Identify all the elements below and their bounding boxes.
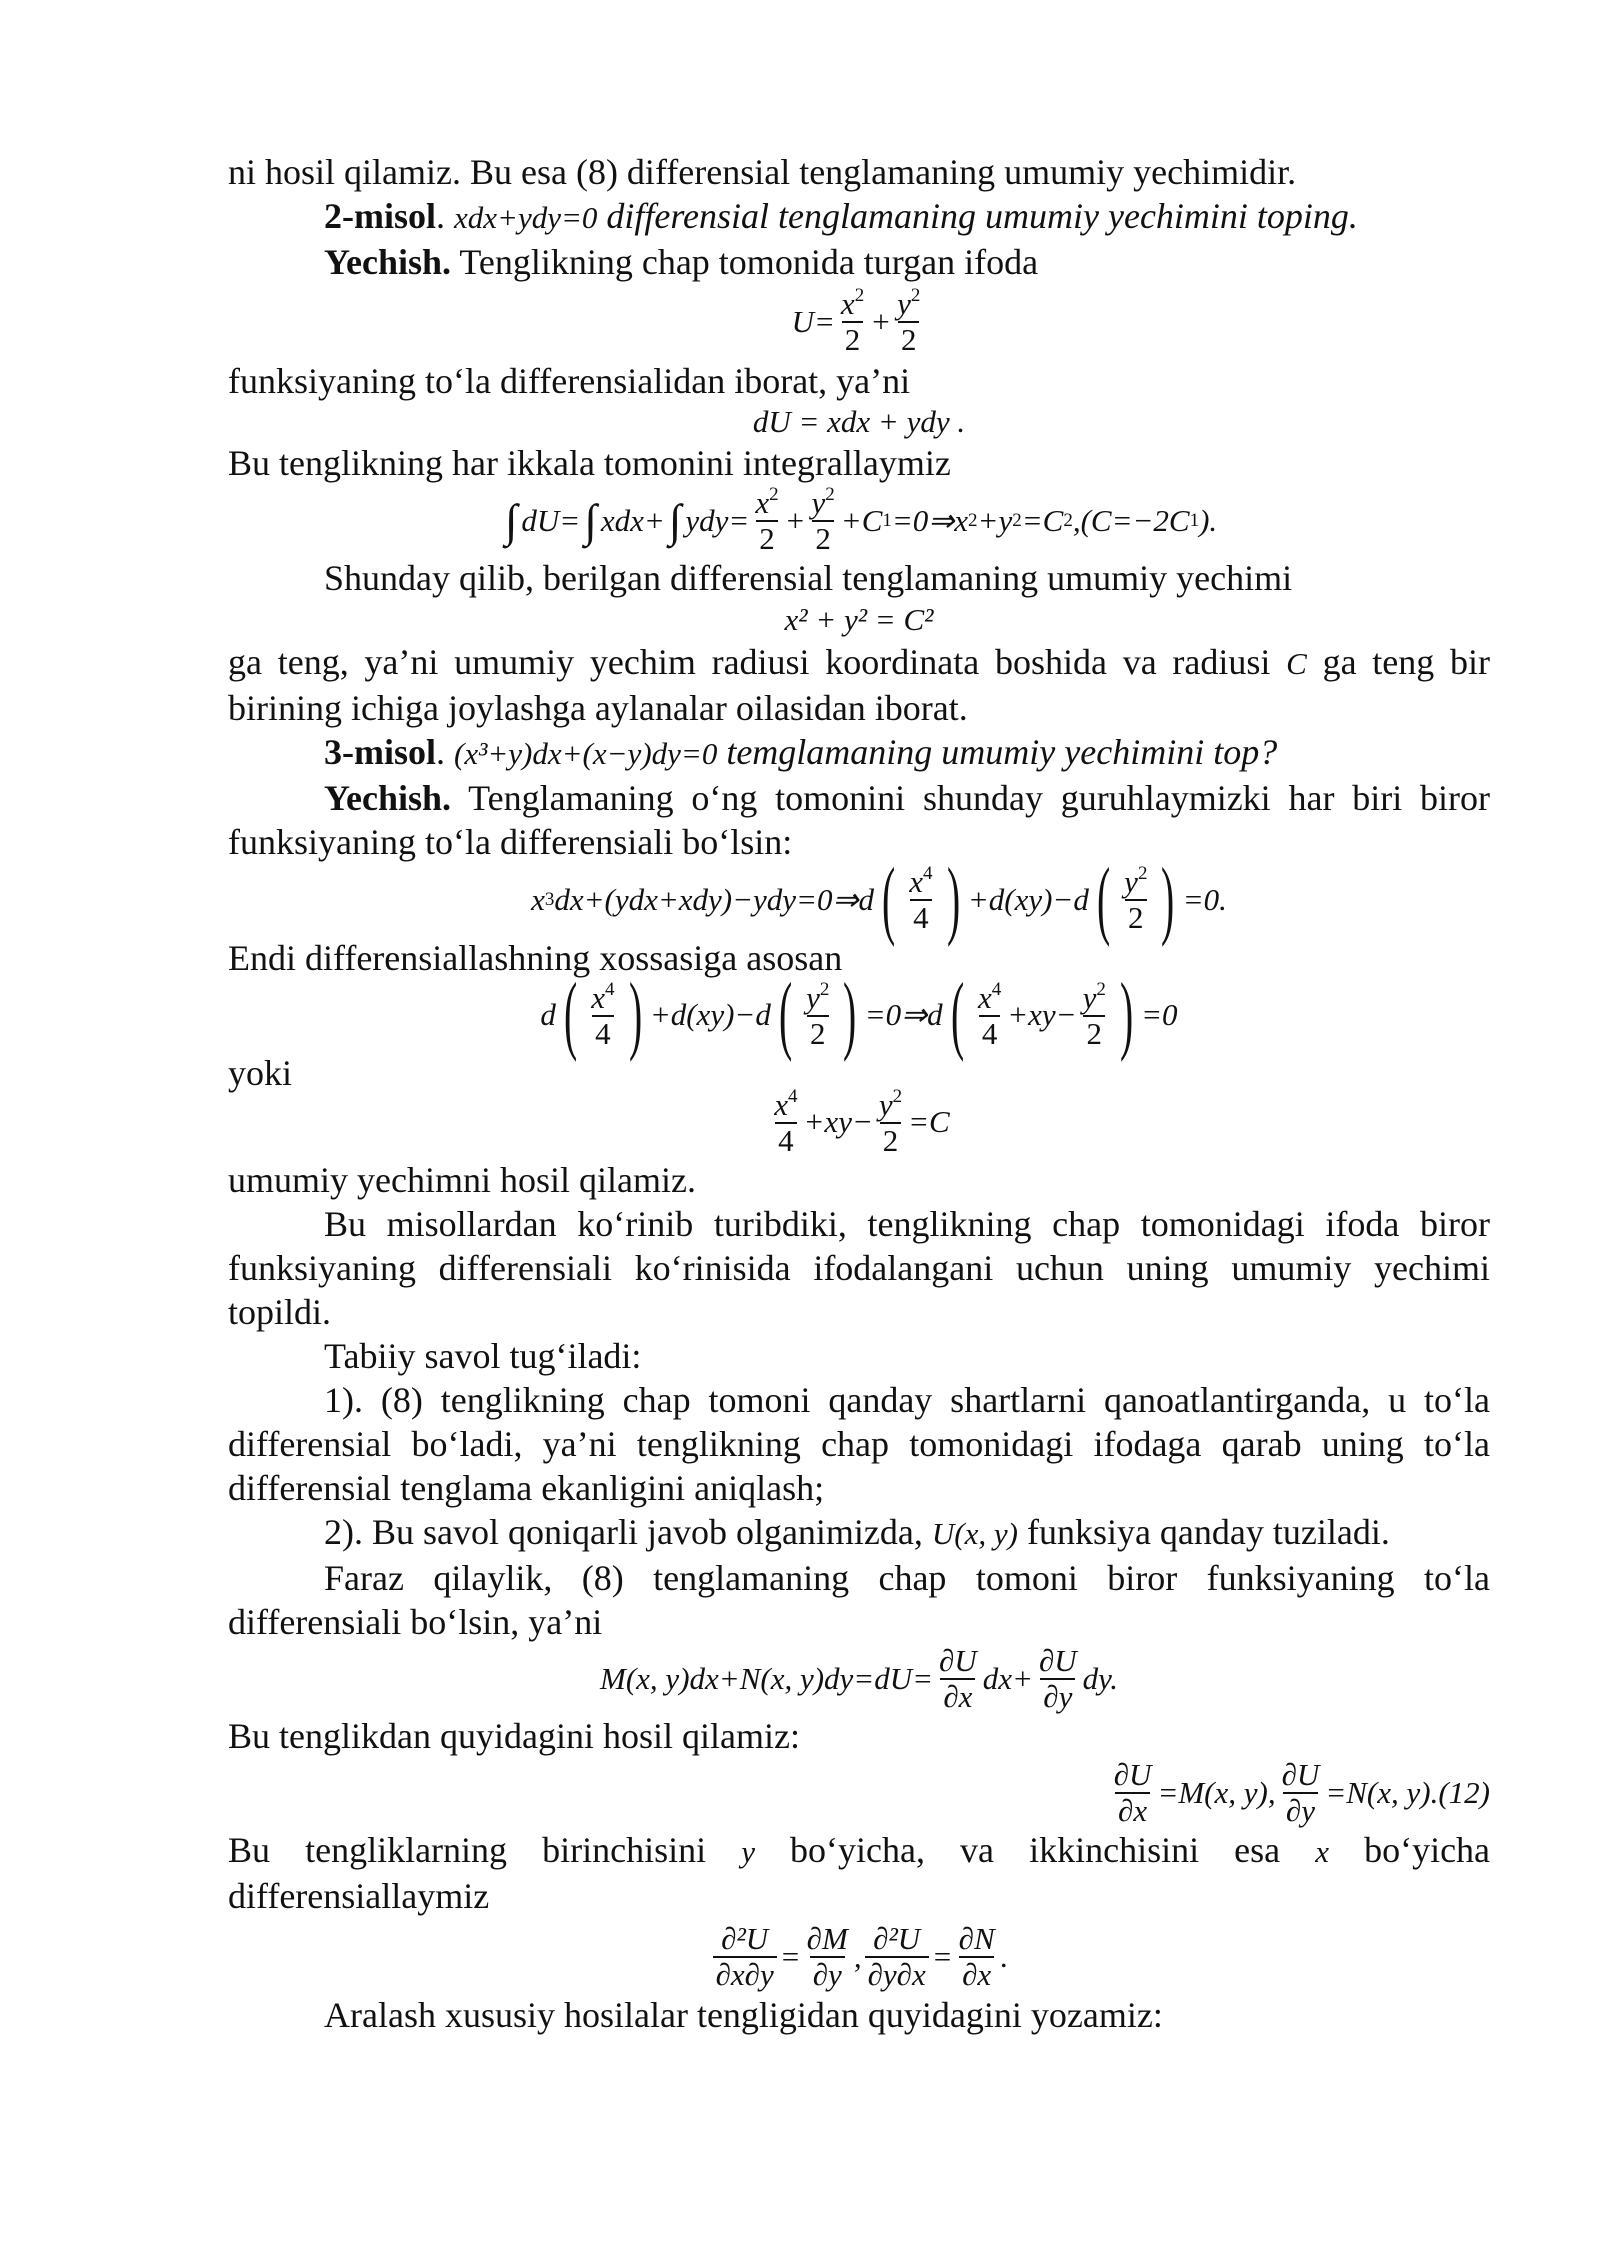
eq-term: 2 [880,1122,902,1158]
eq-term: + [784,502,806,538]
eq-term: y [811,485,826,521]
equation-mixed-partials [228,1922,1490,1992]
equation-grouping [268,850,1490,948]
fraction [804,1922,851,1992]
exponent: 2 [1137,863,1148,885]
eq-term: x [531,881,545,917]
equation-u [228,286,1490,357]
inline-symbol: y [741,1834,755,1870]
fraction [956,1922,998,1992]
eq-term: =0⇒d [864,997,943,1033]
eq-term: ). [1199,502,1218,538]
text-span: bo‘yicha differensiallaymiz [228,1830,1491,1917]
solution-label: Yechish. [324,778,452,819]
eq-term: +xy− [803,1104,873,1140]
equation-du: dU = xdx + ydy . [752,404,966,440]
fraction [865,1922,929,1992]
fraction [975,980,1004,1051]
fraction [1121,864,1150,935]
paren: ) [843,965,857,1063]
eq-term: +d(xy)−d [967,881,1089,917]
inline-symbol: U(x, y) [931,1515,1018,1551]
paren: ) [1119,965,1134,1063]
eq-term: ∂y∂x [865,1956,929,1992]
example-label: 3-misol [324,732,436,773]
text-line: Aralash xususiy hosilalar tengligidan quyidagini yozamiz: [324,1994,1163,2035]
paren: ( [1096,850,1111,948]
eq-term: +d(xy)−d [649,997,771,1033]
example-label: 2-misol [324,196,436,236]
exponent: 2 [1012,509,1022,531]
eq-term: . [1000,1939,1009,1975]
paren: ( [882,850,896,948]
eq-term: x [840,286,855,321]
inline-symbol: x [1315,1834,1329,1870]
eq-term: ∂²U [721,1921,769,1957]
eq-term: y [878,1086,893,1122]
paren: ) [628,965,642,1063]
eq-term: =0⇒x [891,502,969,538]
inline-equation: (x³+y)dx+(x−y)dy=0 [454,736,718,772]
eq-term: dx+ [982,1661,1033,1697]
eq-term: + [870,303,892,339]
eq-term: ∂x [1115,1792,1150,1828]
eq-term: M(x, y)dx+N(x, y)dy=dU= [600,1661,934,1697]
text-span: ga teng, ya’ni umumiy yechim radiusi koordinata boshida va radiusi [228,642,1271,683]
fraction [838,286,867,357]
fraction [1111,1758,1155,1828]
fraction [876,1087,905,1158]
fraction [771,1087,800,1158]
eq-term: x [774,1086,789,1122]
fraction [713,1922,777,1992]
fraction [803,980,832,1051]
eq-term: dy. [1082,1661,1118,1697]
text-span: 2). Bu savol qoniqarli javob olganimizda, [324,1511,923,1552]
eq-term: ∂U [1038,1642,1077,1678]
text-line: Shunday qilib, berilgan differensial tenglamaning umumiy yechimi [324,558,1293,599]
exponent: 4 [923,863,933,885]
eq-term: ∂U [1281,1757,1320,1793]
equation-circle: x² + y² = C² [784,602,934,638]
paragraph [228,640,1490,730]
integral-sign: ∫ [504,494,518,546]
text-span: Bu tengliklarning birinchisini [228,1830,707,1871]
exponent: 2 [854,285,865,306]
eq-term: ∂²U [873,1921,921,1957]
eq-term: =N(x, y).(12) [1325,1775,1490,1811]
fraction [894,286,923,357]
eq-term: 2 [842,321,864,357]
paren: ( [778,965,793,1063]
eq-term: x [591,979,605,1015]
paragraph: 1). (8) tenglikning chap tomoni qanday shartlarni qanoatlantirganda, u to‘la differensial bo‘ladi, ya’ni tenglikning chap tomonidagi ifodaga qarab uning to‘la differensial tenglama ekanligini aniqlash; [228,1379,1490,1508]
paren: ) [946,850,960,948]
eq-term: +y [977,502,1013,538]
exponent: 4 [788,1085,798,1107]
exponent: 2 [892,1085,903,1107]
equation-12 [228,1758,1490,1828]
equation-integral [228,485,1490,556]
solution-paragraph [228,776,1490,864]
fraction [936,1644,980,1714]
eq-term: 2 [1125,899,1147,935]
eq-term: =0. [1182,881,1227,917]
eq-term: y [897,286,911,321]
fraction [752,485,781,556]
fraction [588,980,617,1051]
eq-term: y [1124,864,1138,900]
eq-term: =C [908,1104,950,1140]
eq-term: ∂x∂y [713,1956,777,1992]
text-line: yoki [228,1052,293,1093]
example-task: differensial tenglamaning umumiy yechimini toping. [606,196,1358,236]
exponent: 2 [910,285,921,306]
subscript: 1 [882,509,892,531]
integral-sign: ∫ [668,494,682,546]
fraction [1279,1758,1323,1828]
eq-term: ∂U [939,1642,977,1678]
eq-term: x [755,485,770,521]
eq-term: = [931,1939,953,1975]
example-task: temglamaning umumiy yechimini top? [726,732,1278,773]
text-line: funksiyaning to‘la differensialidan iborat, ya’ni [228,361,911,402]
eq-term: +C [840,502,883,538]
exponent: 2 [1063,509,1073,531]
text-span: funksiya qanday tuziladi. [1026,1511,1390,1552]
eq-term: =0 [1141,997,1178,1033]
exponent: 2 [819,978,830,1000]
integral-sign: ∫ [584,494,597,546]
solution-label: Yechish. [324,242,452,282]
eq-term: ∂x [959,1956,994,1992]
eq-term: = [779,1939,801,1975]
fraction [1080,980,1109,1051]
eq-term: ∂y [810,1956,845,1992]
eq-term: 2 [756,520,778,556]
text-line: Endi differensiallashning xossasiga asosan [228,937,843,978]
eq-term: y [1082,979,1097,1015]
eq-term: ,(C=−2C [1072,502,1190,538]
equation-result [228,1087,1490,1158]
paren: ( [563,965,578,1063]
text-span: ga teng bir birining ichiga joylashga aylanalar oilasidan iborat. [228,642,1491,729]
eq-term: dx+(ydx+xdy)−ydy=0⇒d [554,881,874,917]
eq-term: 4 [775,1122,797,1158]
example-3-statement: 3-misol. (x³+y)dx+(x−y)dy=0 temglamaning umumiy yechimini top? [324,732,1278,773]
eq-term: U= [791,303,835,339]
eq-term: 2 [812,520,834,556]
eq-term: +xy− [1007,997,1077,1033]
fraction [809,485,838,556]
eq-term: ∂M [806,1921,848,1957]
equation-total-differential [228,1644,1490,1714]
paragraph: Bu misollardan ko‘rinib turibdiki, tenglikning chap tomonidagi ifoda biror funksiyaning differensiali ko‘rinisida ifodalangani uchun uning umumiy yechimi topildi. [228,1203,1490,1332]
eq-term: 4 [910,899,932,935]
exponent: 4 [605,978,615,1000]
eq-term: ∂x [940,1678,975,1714]
paragraph: Faraz qilaylik, (8) tenglamaning chap tomoni biror funksiyaning to‘la differensiali bo‘lsin, ya’ni [228,1557,1490,1642]
eq-term: ∂y [1040,1678,1075,1714]
eq-term: ydy= [685,502,750,538]
solution-text: Tenglamaning o‘ng tomonini shunday guruhlaymizki har biri biror funksiyaning to‘la differensiali bo‘lsin: [228,778,1490,863]
document-page [228,150,1490,2037]
text-span: bo‘yicha, va ikkinchisini esa [790,1830,1281,1871]
eq-term: ∂y [1283,1792,1318,1828]
eq-term: dU= [521,502,581,538]
eq-term: 4 [592,1015,614,1051]
subscript: 1 [1189,509,1200,531]
eq-term: 4 [979,1015,1001,1051]
text-line: ni hosil qilamiz. Bu esa (8) differensial tenglamaning umumiy yechimidir. [228,152,1297,192]
eq-term: =C [1021,502,1064,538]
eq-term: 2 [1083,1015,1105,1051]
paragraph [228,1510,1490,1556]
eq-term: 2 [807,1015,829,1051]
text-line: Bu tenglikning har ikkala tomonini integrallaymiz [228,443,951,484]
fraction [1036,1644,1080,1714]
solution-text: Tenglikning chap tomonida turgan ifoda [459,242,1039,282]
paren: ( [950,965,964,1063]
example-2-statement: 2-misol. xdx+ydy=0 differensial tenglamaning umumiy yechimini toping. [324,196,1358,236]
eq-term: y [806,979,820,1015]
exponent: 2 [825,484,835,506]
eq-term: xdx+ [600,502,665,538]
exponent: 3 [544,888,555,910]
eq-term: ∂N [958,1921,995,1957]
exponent: 2 [1096,978,1106,1000]
eq-term: d [540,997,556,1033]
text-line: Bu tenglikdan quyidagini hosil qilamiz: [228,1716,800,1757]
eq-term: =M(x, y), [1157,1775,1276,1811]
eq-term: 2 [898,321,920,357]
eq-term: , [853,1939,862,1975]
fraction [906,864,935,935]
text-line: Tabiiy savol tug‘iladi: [324,1335,642,1376]
eq-term: x [977,979,992,1015]
inline-symbol: C [1286,646,1307,682]
eq-term: ∂U [1113,1757,1152,1793]
inline-equation: xdx+ydy=0 [454,200,598,235]
text-line: umumiy yechimni hosil qilamiz. [228,1159,696,1200]
solution-intro [228,240,1490,284]
exponent: 2 [968,509,978,531]
eq-term: x [909,864,924,900]
paren: ) [1161,850,1175,948]
equation-property [228,965,1490,1063]
exponent: 2 [769,484,779,506]
exponent: 4 [991,978,1002,1000]
paragraph [228,1828,1490,1918]
